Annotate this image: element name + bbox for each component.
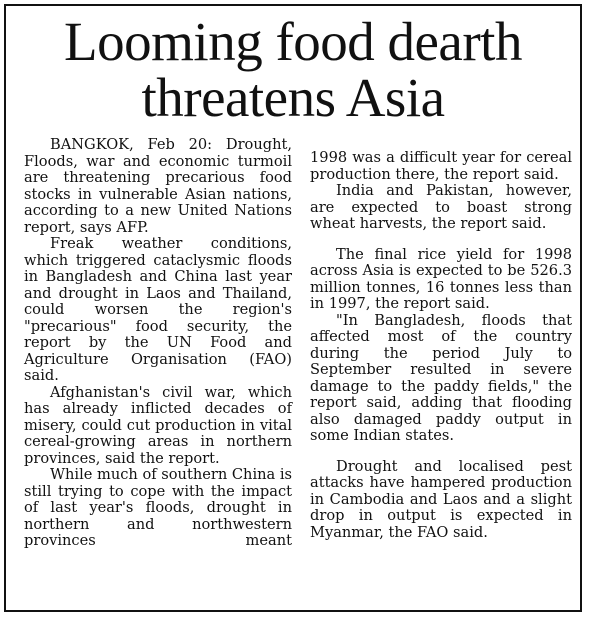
newspaper-clipping xyxy=(4,4,582,612)
headline xyxy=(6,6,580,126)
paragraph: Afghanistan's civil war, which has already inflicted decades of misery, could cut production in vital cereal-growing areas in northern provinces, said the report. xyxy=(24,383,292,467)
paragraph: The final rice yield for 1998 across Asia is expected to be 526.3 million tonnes, 16 tonnes less than in 1997, the report said. xyxy=(310,245,572,312)
paragraph: "In Bangladesh, floods that affected most of the country during the period July to September resulted in severe damage to the paddy fields," the report said, adding that flooding also damaged paddy output in some Indian states. xyxy=(310,311,572,444)
paragraph-dateline: BANGKOK, Feb 20: Drought, Floods, war and economic turmoil are threatening precarious food stocks in vulnerable Asian nations, according to a new United Nations report, says AFP. xyxy=(24,136,292,236)
paragraph: India and Pakistan, however, are expected to boast strong wheat harvests, the report said. xyxy=(310,182,572,232)
paragraph-continued: 1998 was a difficult year for cereal production there, the report said. xyxy=(310,149,572,183)
headline-line-1: Looming food dearth xyxy=(64,11,522,72)
column-left xyxy=(24,137,292,550)
paragraph: Drought and localised pest attacks have hampered production in Cambodia and Laos and a slight drop in output is expected in Myanmar, the FAO said. xyxy=(310,457,572,541)
headline-line-2: threatens Asia xyxy=(141,67,445,128)
paragraph: While much of southern China is still trying to cope with the impact of last year's floods, drought in northern and northwestern provinces meant xyxy=(24,466,293,549)
column-right xyxy=(310,150,572,541)
paragraph: Freak weather conditions, which triggered cataclysmic floods in Bangladesh and China last year and drought in Laos and Thailand, could worsen the region's "precarious" food security, the report by the UN Food and Agriculture Organisation (FAO) said. xyxy=(24,235,292,384)
article-body xyxy=(6,137,580,610)
